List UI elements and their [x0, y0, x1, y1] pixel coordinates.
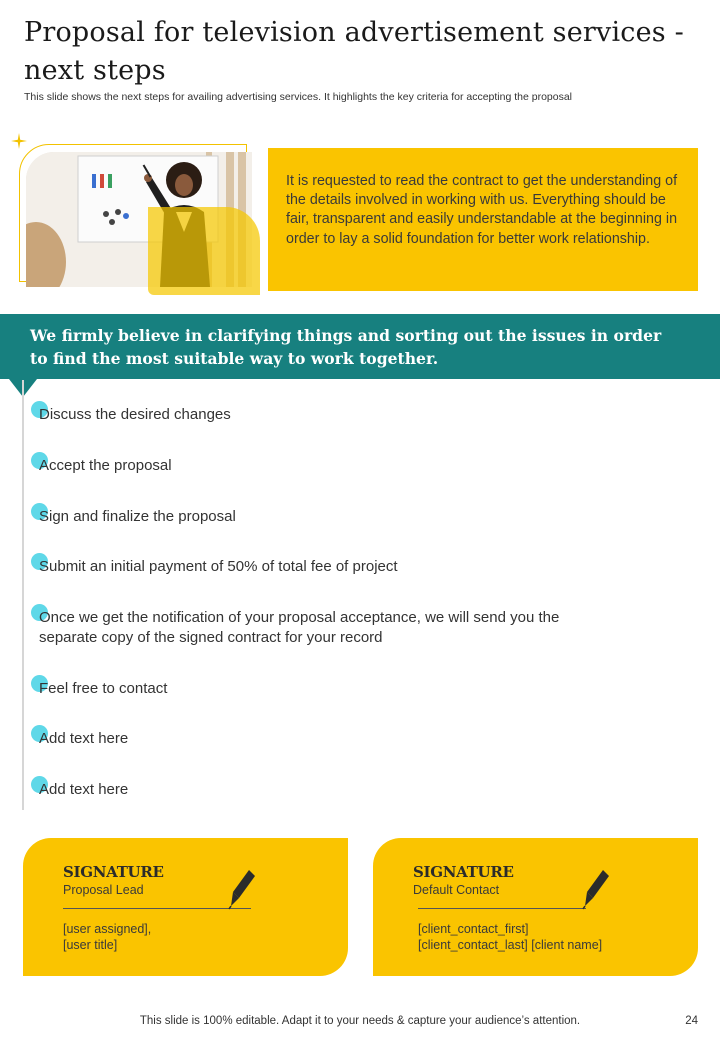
signature-detail-line: [user assigned],: [63, 922, 152, 936]
signature-title: SIGNATURE: [63, 863, 164, 881]
footer-text: This slide is 100% editable. Adapt it to your needs & capture your audience’s attention.: [139, 1015, 581, 1027]
page-title: Proposal for television advertisement services - next steps: [24, 17, 684, 86]
step-text: Add text here: [39, 730, 129, 747]
step-text: Sign and finalize the proposal: [39, 508, 236, 525]
step-text: Submit an initial payment of 50% of total fee of project: [39, 558, 398, 575]
signature-card-default-contact: [373, 838, 698, 976]
step-item: [31, 729, 651, 749]
step-text: Feel free to contact: [39, 680, 168, 697]
step-text: Once we get the notification of your proposal acceptance, we will send you the separate copy of the signed contract for your record: [39, 609, 560, 646]
step-item: [31, 679, 651, 699]
step-item: [31, 405, 651, 425]
step-item: [31, 557, 651, 577]
signature-line: [63, 908, 251, 909]
step-item: [31, 608, 651, 647]
belief-banner: [0, 314, 720, 379]
signature-details: [418, 921, 602, 953]
step-text: Discuss the desired changes: [39, 406, 231, 423]
page-subtitle: This slide shows the next steps for availing advertising services. It highlights the key criteria for accepting the proposal: [24, 91, 573, 103]
signature-details: [63, 921, 151, 953]
signature-title: SIGNATURE: [413, 863, 514, 881]
timeline-line: [22, 380, 24, 810]
pen-icon: [581, 868, 611, 910]
signature-card-proposal-lead: [23, 838, 348, 976]
signature-line: [418, 908, 586, 909]
banner-text: We firmly believe in clarifying things and sorting out the issues in order to find the most suitable way to work together.: [30, 326, 662, 368]
page-number: 24: [685, 1015, 698, 1027]
signature-detail-line: [client_contact_last] [client name]: [418, 938, 603, 952]
intro-text: It is requested to read the contract to get the understanding of the details involved in working with us. Everything should be fair, transparent and easily understandable at the beginning in order to lay a solid foundation for better work relationship.: [286, 173, 678, 247]
signature-detail-line: [client_contact_first]: [418, 922, 529, 936]
signature-detail-line: [user title]: [63, 938, 118, 952]
step-item: [31, 456, 651, 476]
signature-role: Proposal Lead: [63, 883, 144, 897]
step-item: [31, 780, 651, 800]
pen-icon: [227, 868, 257, 910]
step-item: [31, 507, 651, 527]
sparkle-icon: [11, 133, 27, 149]
signature-role: Default Contact: [413, 883, 500, 897]
photo-accent-shape: [148, 207, 260, 295]
intro-box: [268, 148, 698, 291]
step-text: Accept the proposal: [39, 457, 172, 474]
step-text: Add text here: [39, 781, 129, 798]
